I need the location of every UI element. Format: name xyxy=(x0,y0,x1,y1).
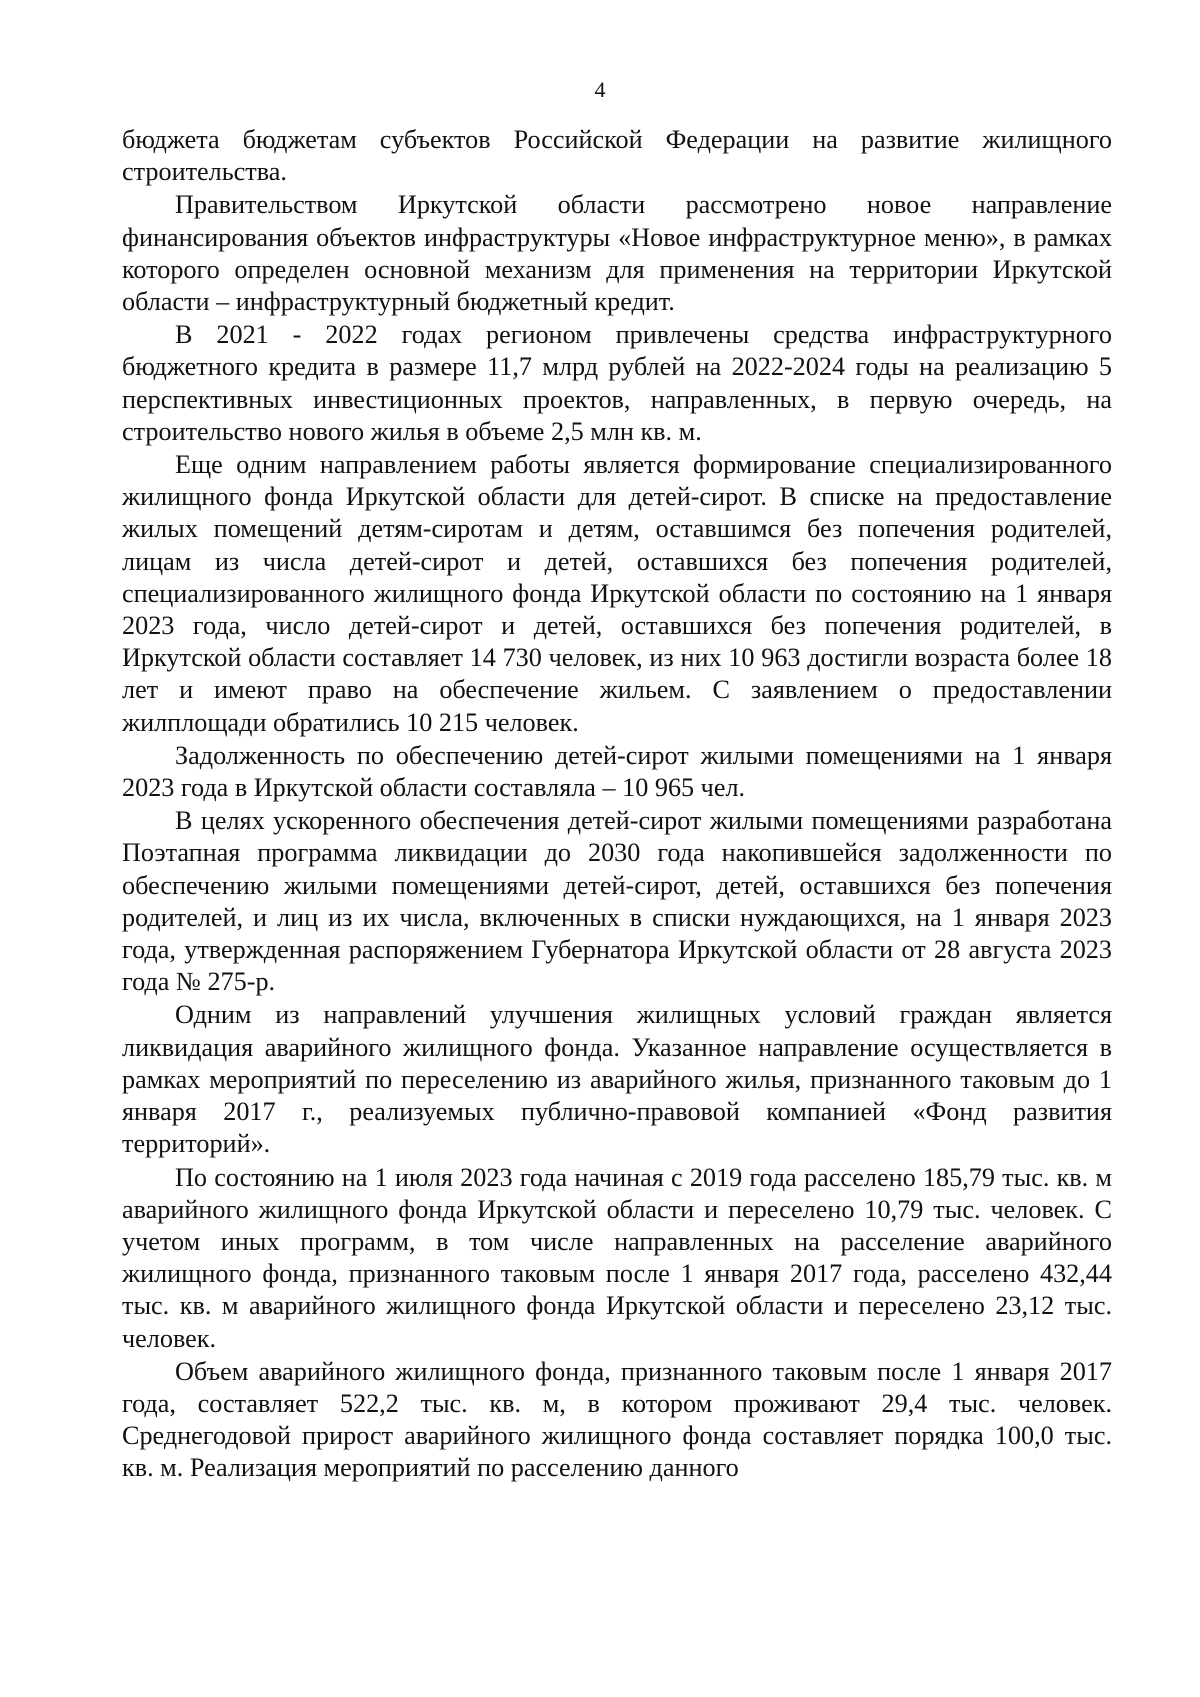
paragraph-emergency-housing: Одним из направлений улучшения жилищных условий граждан является ликвидация аварийного жилищного фонда. Указанное направление осуществляется в рамках мероприятий по переселению из аварийного жилья, признанного таковым до 1 января 2017 г., реализуемых публично-правовой компанией «Фонд развития территорий». xyxy=(122,1000,1112,1159)
paragraph-infrastructure-menu: Правительством Иркутской области рассмотрено новое направление финансирования объектов инфраструктуры «Новое инфраструктурное меню», в рамках которого определен основной механизм для применения на территории Иркутской области – инфраструктурный бюджетный кредит. xyxy=(122,190,1112,317)
paragraph-emergency-volume: Объем аварийного жилищного фонда, признанного таковым после 1 января 2017 года, составляет 522,2 тыс. кв. м, в котором проживают 29,4 тыс. человек. Среднегодовой прирост аварийного жилищного фонда составляет порядка 100,0 тыс. кв. м. Реализация мероприятий по расселению данного xyxy=(122,1356,1112,1483)
paragraph-liquidation-program: В целях ускоренного обеспечения детей-сирот жилыми помещениями разработана Поэтапная программа ликвидации до 2030 года накопившейся задолженности по обеспечению жилыми помещениями детей-сирот, детей, оставшихся без попечения родителей, и лиц из их числа, включенных в списки нуждающихся, на 1 января 2023 года, утвержденная распоряжением Губернатора Иркутской области от 28 августа 2023 года № 275-р. xyxy=(122,806,1112,997)
paragraph-resettlement-stats: По состоянию на 1 июля 2023 года начиная с 2019 года расселено 185,79 тыс. кв. м аварийного жилищного фонда Иркутской области и переселено 10,79 тыс. человек. С учетом иных программ, в том числе направленных на расселение аварийного жилищного фонда, признанного таковым после 1 января 2017 года, расселено 432,44 тыс. кв. м аварийного жилищного фонда Иркутской области и переселено 23,12 тыс. человек. xyxy=(122,1162,1112,1353)
paragraph-orphans-housing-fund: Еще одним направлением работы является формирование специализированного жилищного фонда Иркутской области для детей-сирот. В списке на предоставление жилых помещений детям-сиротам и детям, оставшимся без попечения родителей, лицам из числа детей-сирот и детей, оставшихся без попечения родителей, специализированного жилищного фонда Иркутской области по состоянию на 1 января 2023 года, число детей-сирот и детей, оставшихся без попечения родителей, в Иркутской области составляет 14 730 человек, из них 10 963 достигли возраста более 18 лет и имеют право на обеспечение жильем. С заявлением о предоставлении жилплощади обратились 10 215 человек. xyxy=(122,450,1112,737)
paragraph-orphans-debt: Задолженность по обеспечению детей-сирот жилыми помещениями на 1 января 2023 года в Иркутской области составляла – 10 965 чел. xyxy=(122,740,1112,803)
paragraph-infrastructure-credit: В 2021 - 2022 годах регионом привлечены средства инфраструктурного бюджетного кредита в размере 11,7 млрд рублей на 2022-2024 годы на реализацию 5 перспективных инвестиционных проектов, направленных, в первую очередь, на строительство нового жилья в объеме 2,5 млн кв. м. xyxy=(122,320,1112,446)
paragraph-continuation: бюджета бюджетам субъектов Российской Федерации на развитие жилищного строительства. xyxy=(122,125,1112,187)
document-body xyxy=(122,124,1112,1486)
page-number: 4 xyxy=(594,77,606,102)
